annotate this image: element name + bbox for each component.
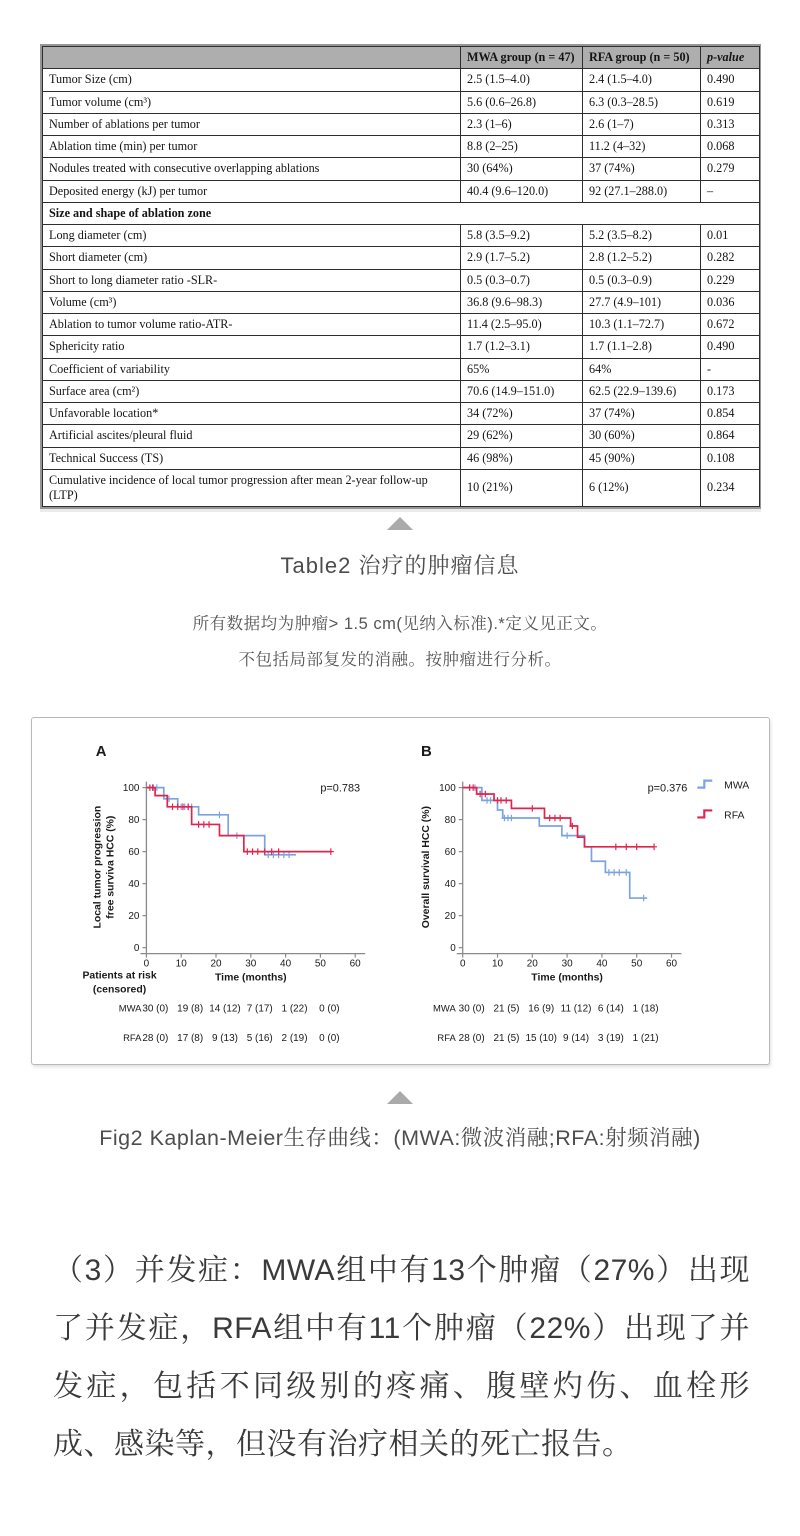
table-cell: 10.3 (1.1–72.7)	[583, 314, 701, 336]
table-row	[43, 180, 760, 202]
table-header-cell: p-value	[701, 47, 760, 69]
table-cell: 0.282	[701, 247, 760, 269]
table-cell: Tumor Size (cm)	[43, 69, 461, 91]
table-cell: Long diameter (cm)	[43, 225, 461, 247]
table-row	[43, 358, 760, 380]
table-row	[43, 136, 760, 158]
table-cell: 6.3 (0.3–28.5)	[583, 91, 701, 113]
table-section-row	[43, 202, 760, 224]
table-cell: 2.4 (1.5–4.0)	[583, 69, 701, 91]
table-cell: 30 (60%)	[583, 425, 701, 447]
svg-text:B: B	[420, 743, 432, 760]
table-header-cell: RFA group (n = 50)	[583, 47, 701, 69]
table-cell: 0.279	[701, 158, 760, 180]
svg-text:1 (21): 1 (21)	[632, 1033, 659, 1045]
svg-text:30: 30	[245, 958, 257, 970]
table-cell: 0.854	[701, 403, 760, 425]
svg-text:60: 60	[665, 958, 678, 970]
svg-text:21 (5): 21 (5)	[493, 1003, 520, 1015]
table-cell: 2.5 (1.5–4.0)	[461, 69, 583, 91]
section-label: Size and shape of ablation zone	[43, 202, 760, 224]
svg-text:19 (8): 19 (8)	[177, 1003, 204, 1015]
table-row	[43, 69, 760, 91]
table-cell: Short to long diameter ratio -SLR-	[43, 269, 461, 291]
svg-text:28 (0): 28 (0)	[142, 1033, 169, 1045]
table-cell: Technical Success (TS)	[43, 447, 461, 469]
table-cell: 0.036	[701, 291, 760, 313]
table-cell: 2.6 (1–7)	[583, 113, 701, 135]
table-cell: 37 (74%)	[583, 403, 701, 425]
svg-text:80: 80	[444, 815, 456, 827]
svg-text:5 (16): 5 (16)	[246, 1033, 273, 1045]
table-cell: 45 (90%)	[583, 447, 701, 469]
table-cell: Artificial ascites/pleural fluid	[43, 425, 461, 447]
table-cell: 0.173	[701, 380, 760, 402]
svg-text:30 (0): 30 (0)	[458, 1003, 485, 1015]
table-notes	[0, 606, 800, 678]
table-row	[43, 91, 760, 113]
table-cell: Unfavorable location*	[43, 403, 461, 425]
complications-paragraph: （3）并发症：MWA组中有13个肿瘤（27%）出现了并发症，RFA组中有11个肿瘤（22%）出现了并发症，包括不同级别的疼痛、腹壁灼伤、血栓形成、感染等，但没有治疗相关的死亡报告。	[53, 1254, 750, 1461]
svg-text:40: 40	[128, 879, 140, 891]
table-cell: 64%	[583, 358, 701, 380]
svg-text:Overall survival HCC (%): Overall survival HCC (%)	[420, 806, 432, 929]
table-cell: 0.619	[701, 91, 760, 113]
svg-text:20: 20	[128, 911, 140, 923]
table-row	[43, 314, 760, 336]
table-cell: 5.6 (0.6–26.8)	[461, 91, 583, 113]
table-header-row	[43, 47, 760, 69]
km-figure	[31, 717, 770, 1065]
table-cell: 65%	[461, 358, 583, 380]
table-cell: 5.8 (3.5–9.2)	[461, 225, 583, 247]
table-cell: 0.234	[701, 469, 760, 507]
svg-text:30 (0): 30 (0)	[142, 1003, 169, 1015]
svg-text:p=0.376: p=0.376	[647, 782, 688, 795]
collapse-triangle-icon[interactable]	[387, 517, 413, 530]
table-cell: 0.490	[701, 69, 760, 91]
table-row	[43, 469, 760, 507]
table-cell: 0.108	[701, 447, 760, 469]
svg-text:100: 100	[439, 783, 456, 795]
svg-text:40: 40	[444, 879, 456, 891]
table-caption: Table2 治疗的肿瘤信息	[280, 553, 520, 578]
table-row	[43, 247, 760, 269]
table-cell: Tumor volume (cm³)	[43, 91, 461, 113]
table-cell: 29 (62%)	[461, 425, 583, 447]
table-cell: 0.490	[701, 336, 760, 358]
table-row	[43, 403, 760, 425]
svg-text:10: 10	[491, 958, 504, 970]
svg-text:15 (10): 15 (10)	[525, 1033, 558, 1045]
table-cell: 1.7 (1.1–2.8)	[583, 336, 701, 358]
svg-text:1 (22): 1 (22)	[281, 1003, 308, 1015]
table-cell: 46 (98%)	[461, 447, 583, 469]
table-cell: –	[701, 180, 760, 202]
table-row	[43, 269, 760, 291]
svg-text:MWA: MWA	[118, 1003, 142, 1015]
table-cell: 0.313	[701, 113, 760, 135]
table-cell: 34 (72%)	[461, 403, 583, 425]
table-cell: 2.9 (1.7–5.2)	[461, 247, 583, 269]
km-chart-panel-a	[32, 718, 400, 1062]
svg-text:60: 60	[444, 847, 456, 859]
table-cell: Number of ablations per tumor	[43, 113, 461, 135]
svg-text:21 (5): 21 (5)	[493, 1033, 520, 1045]
table-row	[43, 425, 760, 447]
table-cell: 0.01	[701, 225, 760, 247]
svg-text:7 (17): 7 (17)	[246, 1003, 273, 1015]
svg-text:11 (12): 11 (12)	[560, 1003, 592, 1015]
table-cell: Volume (cm³)	[43, 291, 461, 313]
table-cell: 8.8 (2–25)	[461, 136, 583, 158]
table-row	[43, 336, 760, 358]
svg-text:MWA: MWA	[724, 780, 750, 792]
svg-text:0: 0	[143, 958, 150, 970]
table-cell: 0.229	[701, 269, 760, 291]
svg-text:MWA: MWA	[433, 1003, 456, 1015]
svg-text:free surviva HCC (%): free surviva HCC (%)	[105, 815, 117, 919]
table-row	[43, 380, 760, 402]
table-cell: 0.068	[701, 136, 760, 158]
svg-text:p=0.783: p=0.783	[320, 782, 361, 795]
table-cell: 0.864	[701, 425, 760, 447]
table-cell: -	[701, 358, 760, 380]
table-cell: 10 (21%)	[461, 469, 583, 507]
km-chart-panel-b	[401, 718, 769, 1062]
table-cell: Surface area (cm²)	[43, 380, 461, 402]
clinical-table	[42, 46, 760, 507]
svg-text:14 (12): 14 (12)	[209, 1003, 241, 1015]
svg-text:10: 10	[175, 958, 187, 970]
table-cell: Coefficient of variability	[43, 358, 461, 380]
table-cell: 70.6 (14.9–151.0)	[461, 380, 583, 402]
figure-caption: Fig2 Kaplan-Meier生存曲线：(MWA:微波消融;RFA:射频消融)	[99, 1126, 701, 1150]
table-row	[43, 158, 760, 180]
svg-text:40: 40	[596, 958, 608, 970]
svg-text:2 (19): 2 (19)	[281, 1033, 308, 1045]
table-header-cell	[43, 47, 461, 69]
table-body	[43, 69, 760, 507]
table-cell: 40.4 (9.6–120.0)	[461, 180, 583, 202]
table-cell: Cumulative incidence of local tumor progression after mean 2-year follow-up (LTP)	[43, 469, 461, 507]
svg-text:RFA: RFA	[123, 1033, 142, 1045]
table-cell: 0.5 (0.3–0.9)	[583, 269, 701, 291]
svg-text:20: 20	[210, 958, 222, 970]
svg-text:60: 60	[128, 847, 140, 859]
table-row	[43, 447, 760, 469]
table-cell: 5.2 (3.5–8.2)	[583, 225, 701, 247]
table-cell: 11.2 (4–32)	[583, 136, 701, 158]
collapse-triangle-icon[interactable]	[387, 1091, 413, 1104]
table-note-line: 所有数据均为肿瘤> 1.5 cm(见纳入标准).*定义见正文。	[192, 615, 608, 633]
svg-text:RFA: RFA	[724, 810, 745, 822]
table-row	[43, 225, 760, 247]
svg-text:30: 30	[561, 958, 573, 970]
table-cell: 30 (64%)	[461, 158, 583, 180]
svg-text:17 (8): 17 (8)	[177, 1033, 204, 1045]
svg-text:60: 60	[349, 958, 361, 970]
svg-text:0: 0	[133, 943, 140, 955]
svg-text:20: 20	[444, 911, 456, 923]
svg-text:50: 50	[631, 958, 643, 970]
svg-text:0 (0): 0 (0)	[319, 1003, 340, 1015]
table-cell: Ablation to tumor volume ratio-ATR-	[43, 314, 461, 336]
svg-text:3 (19): 3 (19)	[597, 1033, 624, 1045]
svg-text:Time (months): Time (months)	[214, 972, 287, 984]
table-cell: 6 (12%)	[583, 469, 701, 507]
table-cell: 11.4 (2.5–95.0)	[461, 314, 583, 336]
table-cell: 0.672	[701, 314, 760, 336]
table-cell: 92 (27.1–288.0)	[583, 180, 701, 202]
table-cell: Deposited energy (kJ) per tumor	[43, 180, 461, 202]
table-cell: 62.5 (22.9–139.6)	[583, 380, 701, 402]
svg-text:50: 50	[314, 958, 326, 970]
svg-text:40: 40	[280, 958, 292, 970]
clinical-table-wrapper	[40, 44, 761, 509]
svg-text:Time (months): Time (months)	[531, 972, 603, 984]
table-cell: 1.7 (1.2–3.1)	[461, 336, 583, 358]
svg-text:0: 0	[459, 958, 466, 970]
svg-text:100: 100	[122, 783, 140, 795]
table-cell: 0.5 (0.3–0.7)	[461, 269, 583, 291]
table-row	[43, 113, 760, 135]
svg-text:0 (0): 0 (0)	[319, 1033, 340, 1045]
svg-text:80: 80	[128, 815, 140, 827]
svg-text:20: 20	[526, 958, 538, 970]
table-cell: Nodules treated with consecutive overlapping ablations	[43, 158, 461, 180]
svg-text:Patients at risk: Patients at risk	[82, 970, 157, 982]
svg-text:6 (14): 6 (14)	[597, 1003, 624, 1015]
table-cell: 2.3 (1–6)	[461, 113, 583, 135]
svg-text:(censored): (censored)	[92, 984, 147, 996]
svg-text:9 (13): 9 (13)	[211, 1033, 238, 1045]
table-cell: Ablation time (min) per tumor	[43, 136, 461, 158]
table-cell: Sphericity ratio	[43, 336, 461, 358]
table-cell: 36.8 (9.6–98.3)	[461, 291, 583, 313]
svg-text:RFA: RFA	[437, 1033, 456, 1045]
table-row	[43, 291, 760, 313]
table-cell: 27.7 (4.9–101)	[583, 291, 701, 313]
table-cell: Short diameter (cm)	[43, 247, 461, 269]
svg-text:28 (0): 28 (0)	[458, 1033, 485, 1045]
table-cell: 37 (74%)	[583, 158, 701, 180]
svg-text:1 (18): 1 (18)	[632, 1003, 659, 1015]
table-note-line: 不包括局部复发的消融。按肿瘤进行分析。	[238, 651, 562, 669]
svg-text:0: 0	[450, 943, 456, 955]
table-cell: 2.8 (1.2–5.2)	[583, 247, 701, 269]
table-header-cell: MWA group (n = 47)	[461, 47, 583, 69]
svg-text:9 (14): 9 (14)	[563, 1033, 590, 1045]
svg-text:16 (9): 16 (9)	[528, 1003, 555, 1015]
svg-text:A: A	[95, 743, 107, 760]
svg-text:Local tumor progression: Local tumor progression	[92, 805, 104, 929]
